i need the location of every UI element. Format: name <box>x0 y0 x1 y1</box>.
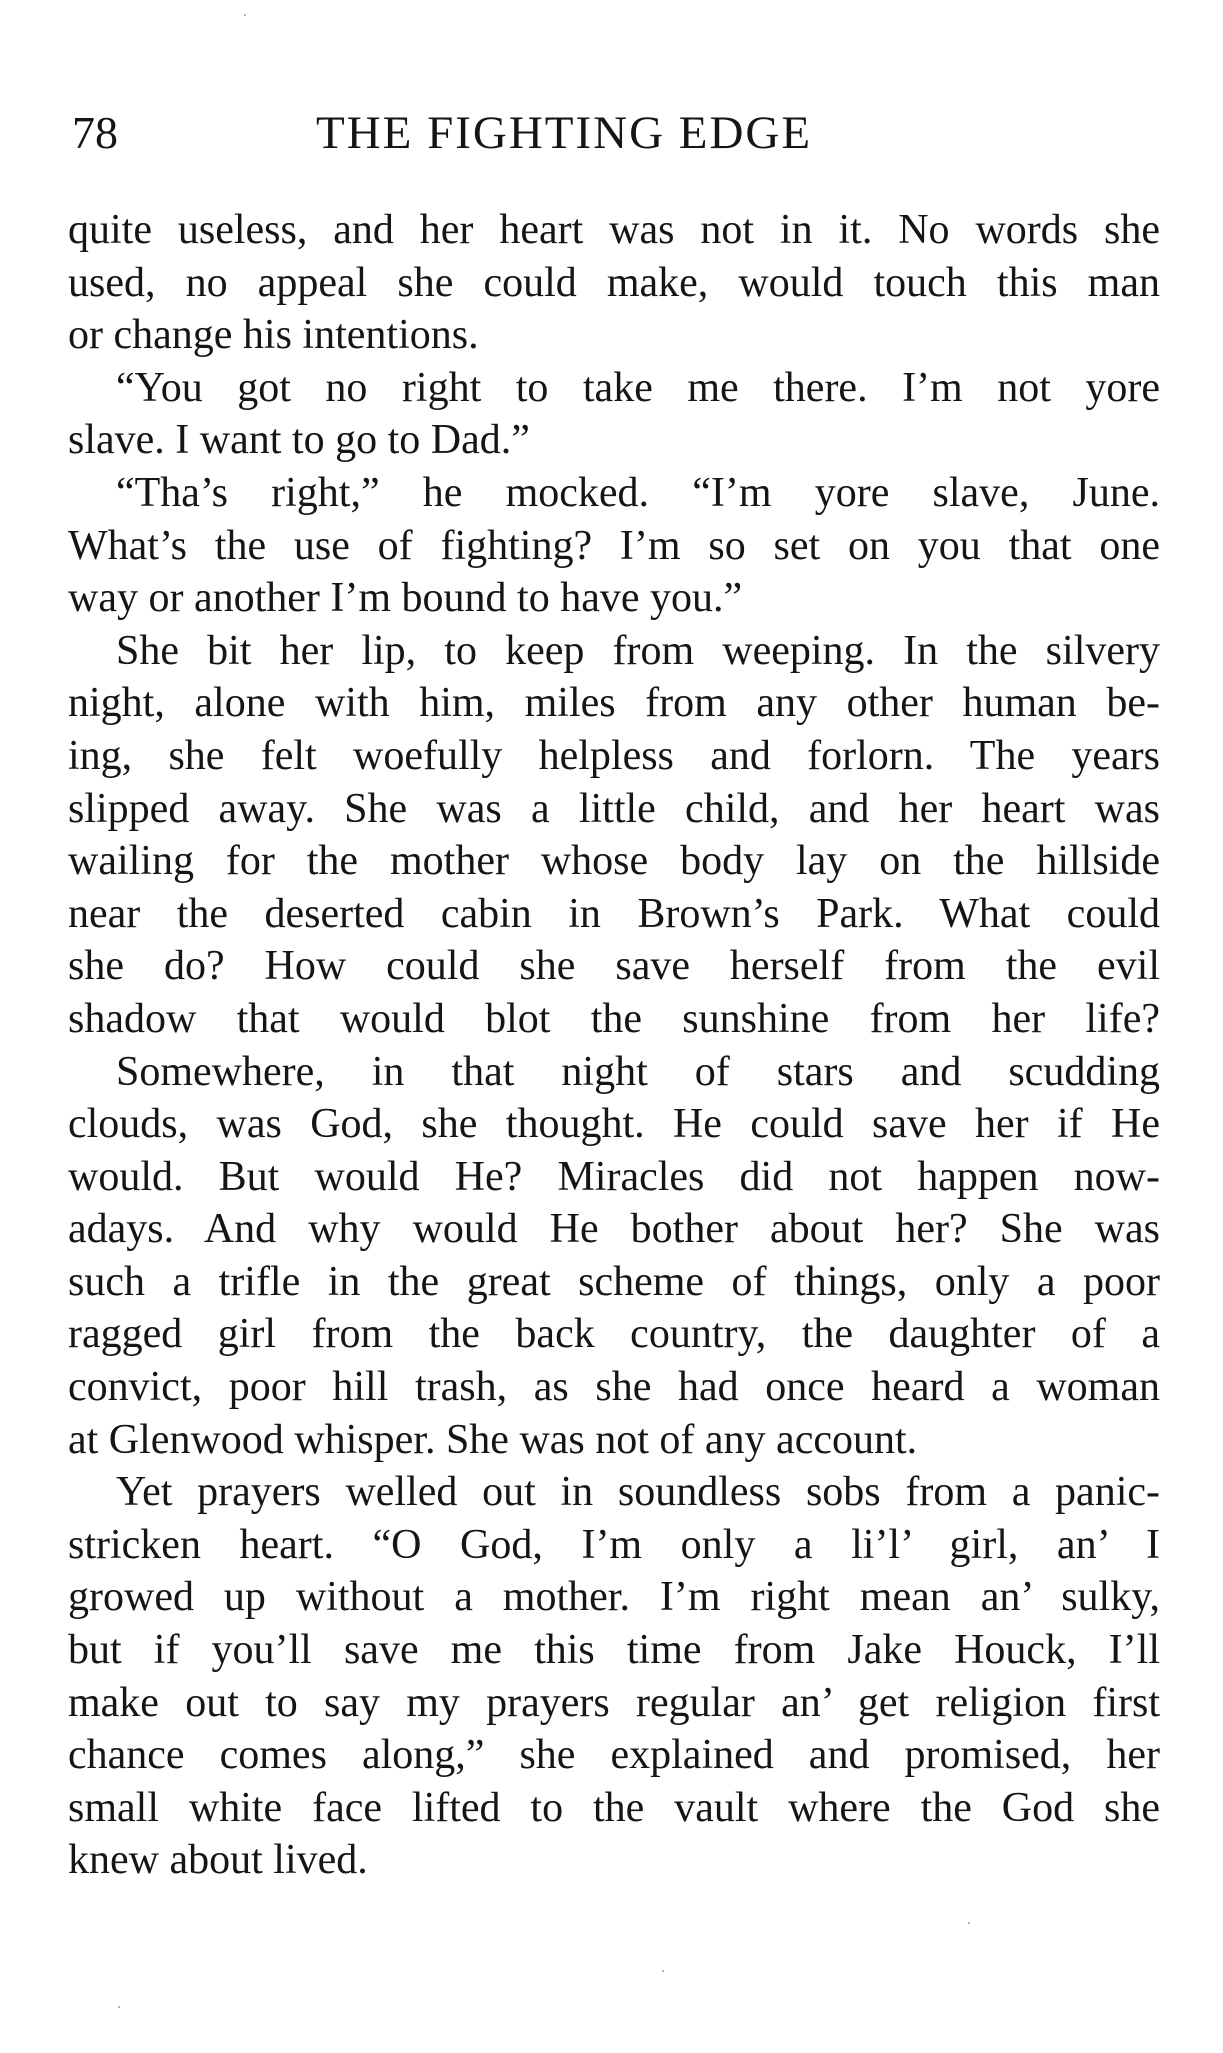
text-line: make out to say my prayers regular an’ get religion first <box>68 1679 1160 1726</box>
text-line: but if you’ll save me this time from Jake Houck, I’ll <box>68 1627 1160 1674</box>
text-line: stricken heart. “O God, I’m only a li’l’ girl, an’ I <box>68 1521 1160 1568</box>
running-title: THE FIGHTING EDGE <box>316 107 813 159</box>
text-line: slave. I want to go to Dad.” <box>68 417 530 464</box>
text-line: clouds, was God, she thought. He could save her if He <box>68 1101 1160 1148</box>
text-line: way or another I’m bound to have you.” <box>68 575 743 622</box>
running-head <box>72 98 1172 168</box>
body-text <box>68 204 1160 1887</box>
page-number: 78 <box>72 107 118 158</box>
text-line: What’s the use of fighting? I’m so set on you that one <box>68 522 1160 569</box>
text-line: ragged girl from the back country, the daughter of a <box>68 1311 1160 1358</box>
text-line: wailing for the mother whose body lay on the hillside <box>68 838 1160 885</box>
text-line: small white face lifted to the vault where the God she <box>68 1784 1160 1831</box>
text-line: near the deserted cabin in Brown’s Park. What could <box>68 890 1160 937</box>
text-line: Yet prayers welled out in soundless sobs from a panic- <box>116 1469 1160 1516</box>
text-line: “You got no right to take me there. I’m not yore <box>116 364 1160 411</box>
text-line: at Glenwood whisper. She was not of any account. <box>68 1416 918 1463</box>
text-line: growed up without a mother. I’m right mean an’ sulky, <box>68 1574 1160 1621</box>
text-line: quite useless, and her heart was not in it. No words she <box>68 207 1160 253</box>
text-line: knew about lived. <box>68 1837 368 1884</box>
text-line: convict, poor hill trash, as she had once heard a woman <box>68 1364 1160 1411</box>
text-line: or change his intentions. <box>68 312 479 359</box>
text-line: used, no appeal she could make, would touch this man <box>68 259 1160 306</box>
text-line: would. But would He? Miracles did not happen now- <box>68 1153 1160 1200</box>
paper-speck <box>968 1922 970 1924</box>
text-line: shadow that would blot the sunshine from her life? <box>68 995 1160 1042</box>
text-line: chance comes along,” she explained and promised, her <box>68 1732 1160 1779</box>
text-line: “Tha’s right,” he mocked. “I’m yore slave, June. <box>116 469 1160 516</box>
text-line: night, alone with him, miles from any other human be- <box>68 680 1160 727</box>
text-line: slipped away. She was a little child, and her heart was <box>68 785 1160 832</box>
paper-speck <box>662 1970 664 1972</box>
text-line: She bit her lip, to keep from weeping. In the silvery <box>116 627 1160 674</box>
text-line: Somewhere, in that night of stars and scudding <box>116 1048 1160 1095</box>
paper-speck <box>118 2006 120 2008</box>
text-line: she do? How could she save herself from the evil <box>68 943 1160 990</box>
paper-speck <box>244 14 246 16</box>
text-line: such a trifle in the great scheme of things, only a poor <box>68 1258 1160 1305</box>
text-line: adays. And why would He bother about her? She was <box>68 1206 1160 1253</box>
text-line: ing, she felt woefully helpless and forlorn. The years <box>68 732 1160 779</box>
